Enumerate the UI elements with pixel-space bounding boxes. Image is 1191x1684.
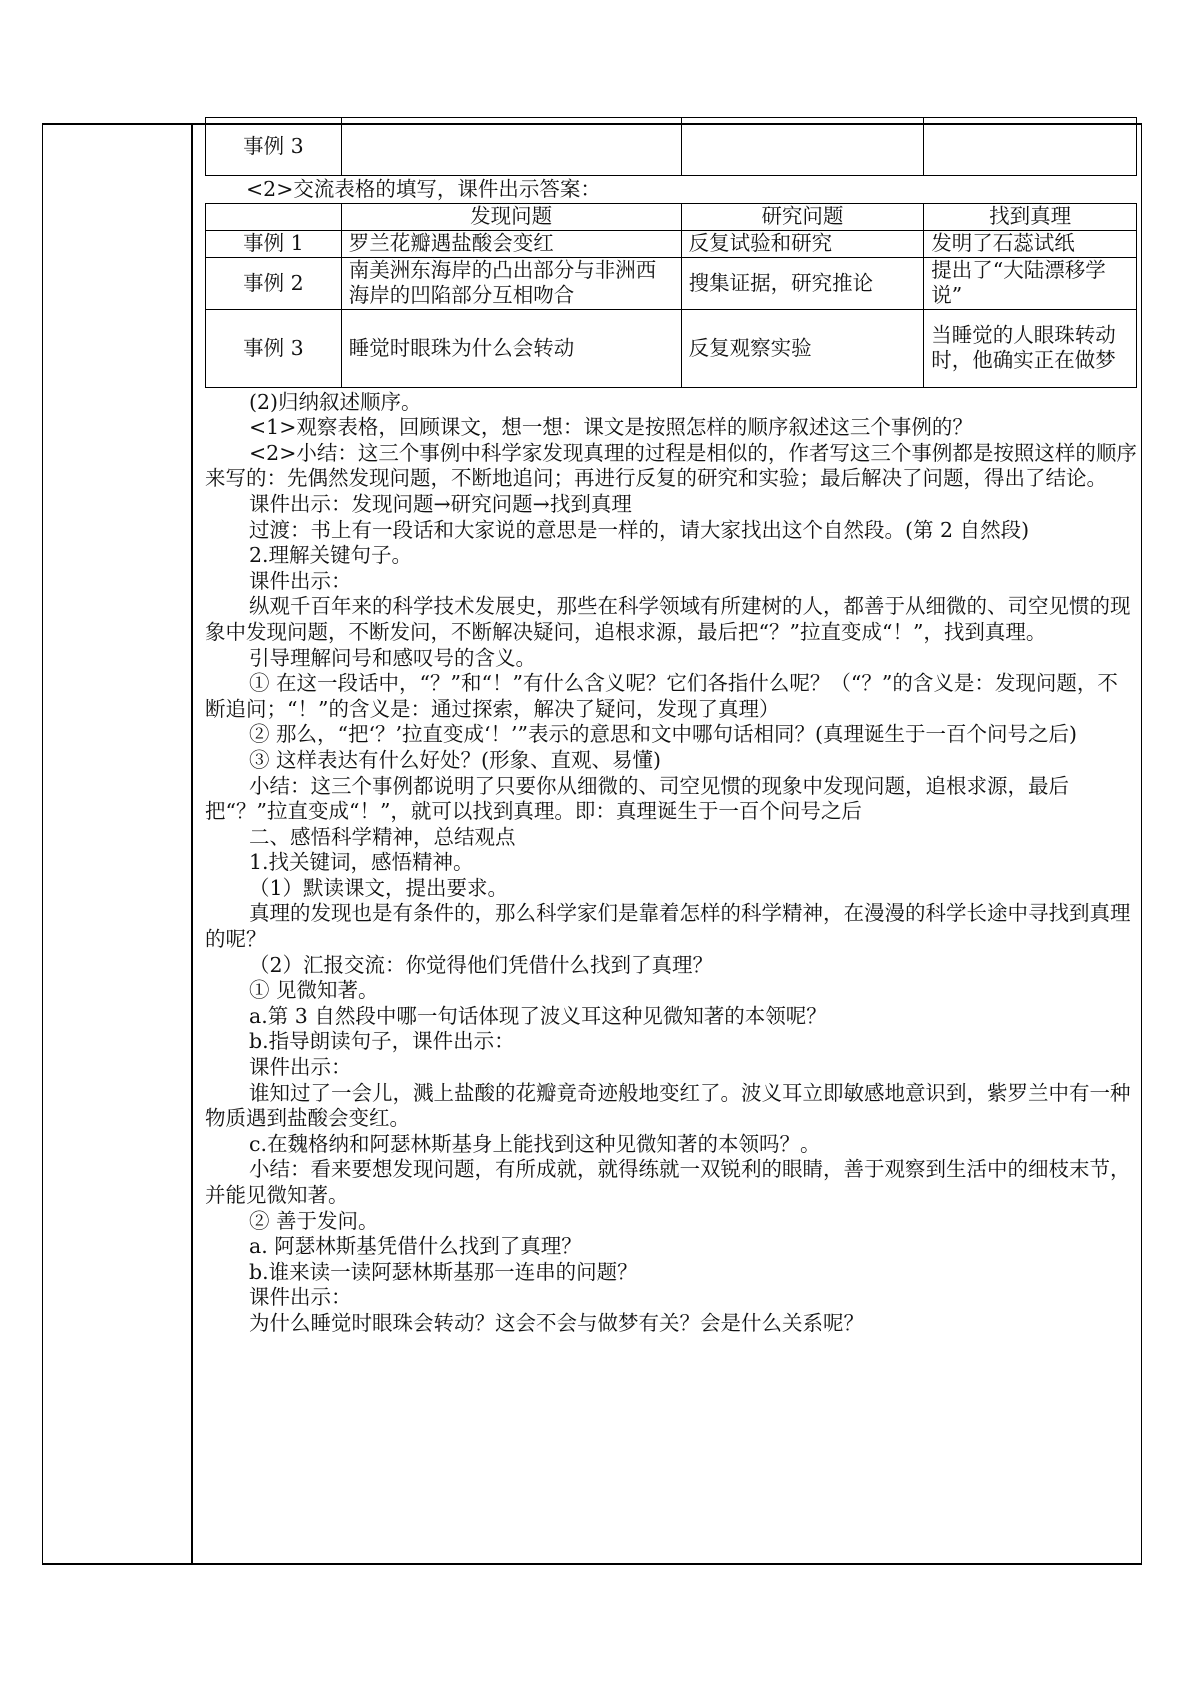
paragraph: b.指导朗读句子，课件出示：: [249, 1029, 515, 1054]
paragraph: （1）默读课文，提出要求。: [249, 875, 509, 900]
table-row: [206, 118, 1137, 176]
paragraph: ① 在这一段话中，“？”和“！”有什么含义呢？它们各指什么呢？（“？”的含义是：发现问题，不断追问；“！”的含义是：通过探索，解决了疑问，发现了真理）: [205, 671, 1118, 721]
paragraph: ② 那么，“把‘？’拉直变成‘！’”表示的意思和文中哪句话相同？(真理诞生于一百个问号之后): [249, 722, 1078, 747]
paragraph: 课件出示：: [249, 1055, 352, 1080]
row-label: 事例 2: [206, 257, 342, 309]
column-header: 发现问题: [341, 203, 681, 230]
section-heading: 二、感悟科学精神，总结观点: [249, 824, 516, 849]
paragraph: 为什么睡觉时眼珠会转动？这会不会与做梦有关？会是什么关系呢？: [249, 1310, 864, 1335]
table-cell: 睡觉时眼珠为什么会转动: [341, 309, 681, 387]
table-cell: 罗兰花瓣遇盐酸会变红: [341, 230, 681, 257]
row-label: 事例 3: [206, 309, 342, 387]
paragraph: （2）汇报交流：你觉得他们凭借什么找到了真理？: [249, 952, 714, 977]
paragraph: a. 阿瑟林斯基凭借什么找到了真理？: [249, 1234, 582, 1259]
paragraph: 过渡：书上有一段话和大家说的意思是一样的，请大家找出这个自然段。(第 2 自然段): [249, 517, 1030, 542]
table-cell: 搜集证据，研究推论: [681, 257, 924, 309]
paragraph: 课件出示：: [249, 1285, 352, 1310]
column-header: [206, 203, 342, 230]
paragraph: 引导理解问号和感叹号的含义。: [249, 645, 536, 670]
table-cell: [341, 118, 681, 176]
table-cell: 发明了石蕊试纸: [924, 230, 1137, 257]
lesson-content: [205, 125, 1137, 1337]
paragraph: 纵观千百年来的科学技术发展史，那些在科学领域有所建树的人，都善于从细微的、司空见惯的现象中发现问题，不断发问，不断解决疑问，追根求源，最后把“？”拉直变成“！”，找到真理。: [205, 594, 1131, 644]
paragraph: 真理的发现也是有条件的，那么科学家们是靠着怎样的科学精神，在漫漫的科学长途中寻找到真理的呢？: [205, 901, 1131, 952]
paragraph: a.第 3 自然段中哪一句话体现了波义耳这种见微知著的本领呢？: [249, 1003, 827, 1028]
row-label: 事例 1: [206, 230, 342, 257]
table-header-row: [206, 203, 1137, 230]
table-cell: 南美洲东海岸的凸出部分与非洲西海岸的凹陷部分互相吻合: [341, 257, 681, 309]
paragraph: <1>观察表格，回顾课文，想一想：课文是按照怎样的顺序叙述这三个事例的？: [249, 415, 973, 440]
cases-answer-table: [205, 203, 1137, 388]
column-header: 研究问题: [681, 203, 924, 230]
paragraph: c.在魏格纳和阿瑟林斯基身上能找到这种见微知著的本领吗？。: [249, 1131, 821, 1156]
table-cell: [924, 118, 1137, 176]
paragraph: (2)归纳叙述顺序。: [249, 389, 422, 414]
table-cell: 提出了“大陆漂移学说”: [924, 257, 1137, 309]
cases-table-top: [205, 117, 1137, 176]
paragraph: 小结：看来要想发现问题，有所成就，就得练就一双锐利的眼睛，善于观察到生活中的细枝末节，并能见微知著。: [205, 1157, 1131, 1207]
table-row: [206, 230, 1137, 257]
table-cell: [681, 118, 924, 176]
paragraph: ① 见微知著。: [249, 978, 379, 1003]
paragraph: 课件出示：发现问题→研究问题→找到真理: [249, 491, 632, 516]
column-header: 找到真理: [924, 203, 1137, 230]
paragraph: 1.找关键词，感悟精神。: [249, 850, 474, 875]
table-row: [206, 309, 1137, 387]
table-cell: 当睡觉的人眼珠转动时，他确实正在做梦: [924, 309, 1137, 387]
paragraph: ② 善于发问。: [249, 1208, 379, 1233]
table-cell: 反复试验和研究: [681, 230, 924, 257]
paragraph: ③ 这样表达有什么好处？(形象、直观、易懂): [249, 747, 662, 772]
exchange-line: <2>交流表格的填写，课件出示答案：: [246, 177, 601, 201]
left-column: [43, 125, 192, 1563]
row-label: 事例 3: [206, 118, 342, 176]
table-cell: 反复观察实验: [681, 309, 924, 387]
body-text: [205, 390, 1137, 1337]
paragraph: 谁知过了一会儿，溅上盐酸的花瓣竟奇迹般地变红了。波义耳立即敏感地意识到，紫罗兰中有一种物质遇到盐酸会变红。: [205, 1080, 1131, 1131]
paragraph: 课件出示：: [249, 568, 352, 593]
paragraph: 小结：这三个事例都说明了只要你从细微的、司空见惯的现象中发现问题，追根求源，最后把“？”拉直变成“！”，就可以找到真理。即：真理诞生于一百个问号之后: [205, 773, 1069, 824]
paragraph: 2.理解关键句子。: [249, 543, 413, 568]
paragraph: <2>小结：这三个事例中科学家发现真理的过程是相似的，作者写这三个事例都是按照这样的顺序来写的：先偶然发现问题，不断地追问；再进行反复的研究和实验；最后解决了问题，得出了结论。: [205, 440, 1137, 491]
table-row: [206, 257, 1137, 309]
paragraph: b.谁来读一读阿瑟林斯基那一连串的问题？: [249, 1259, 638, 1284]
